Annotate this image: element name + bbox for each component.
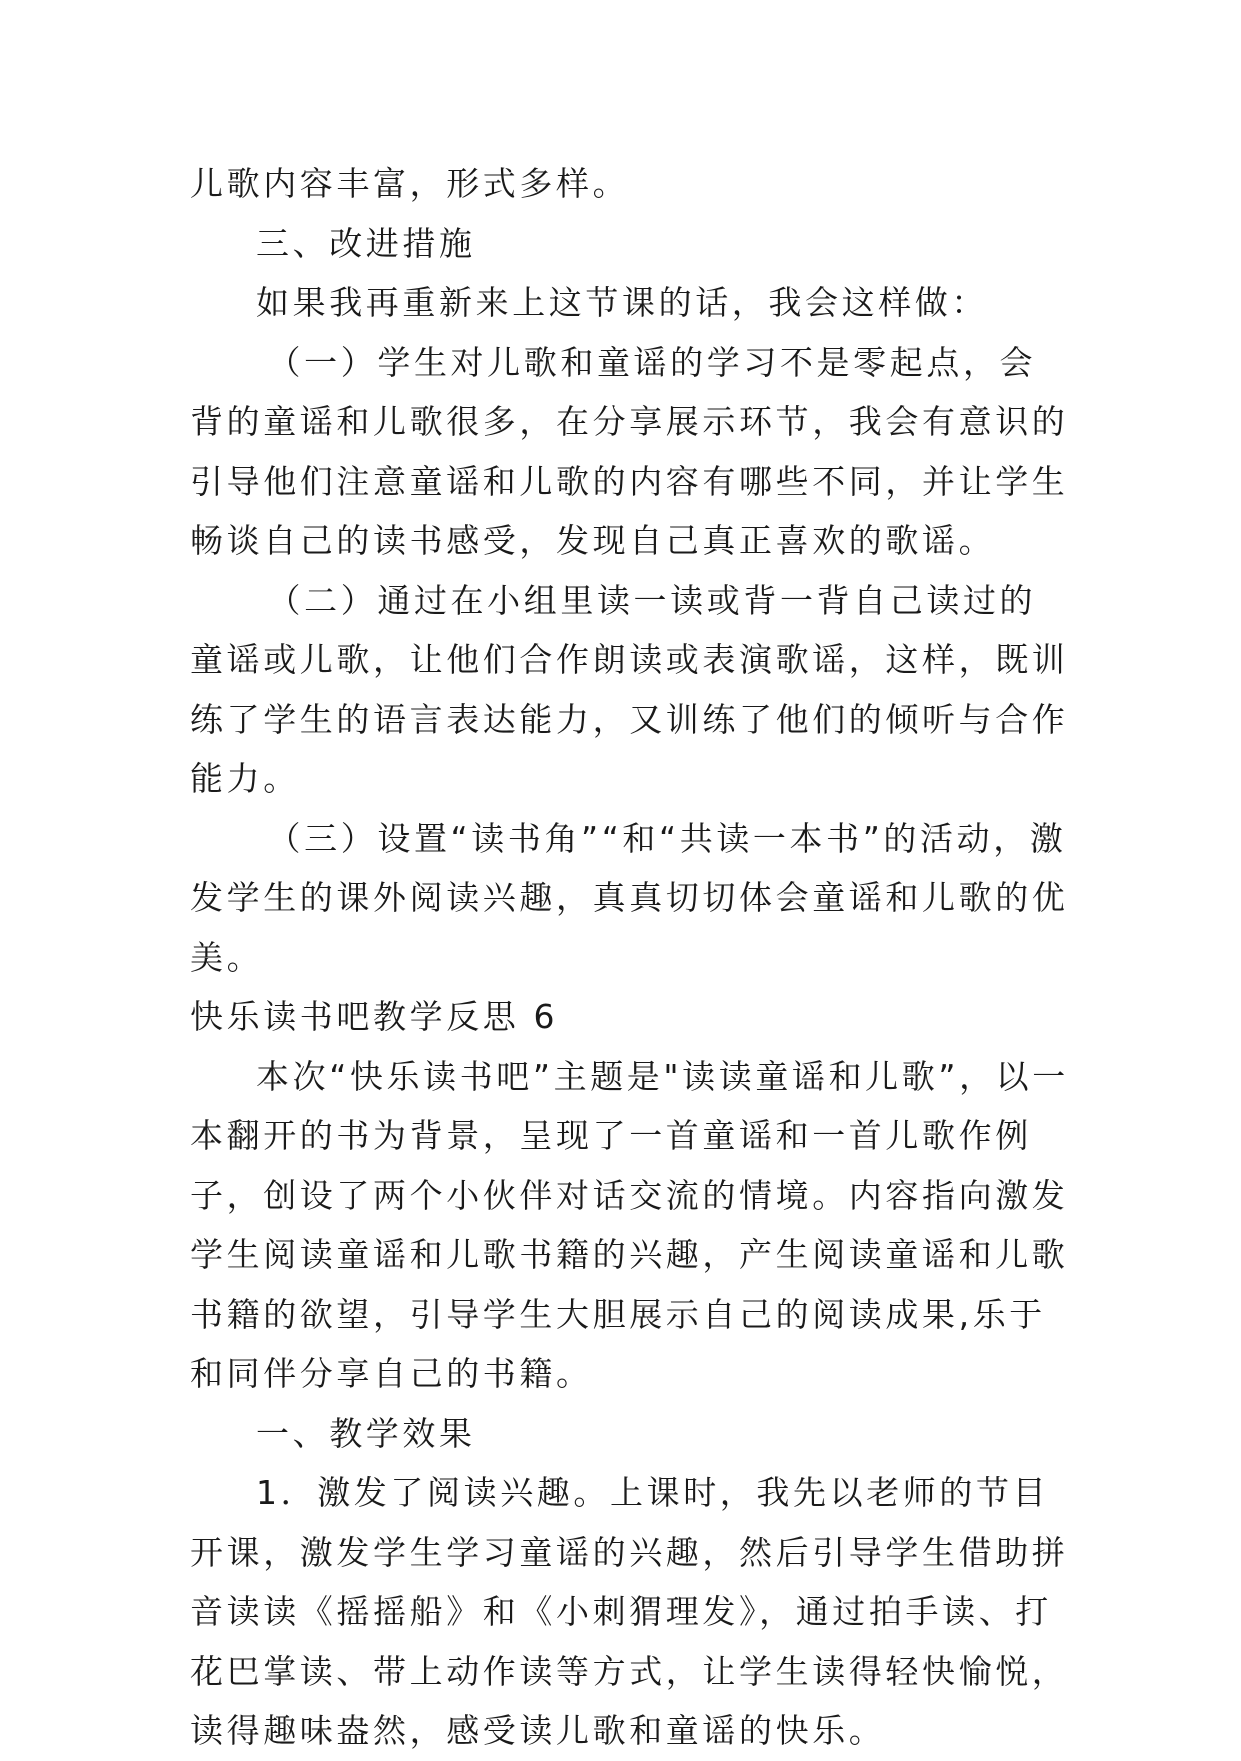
paragraph-continuation: 儿歌内容丰富，形式多样。 xyxy=(190,164,630,203)
paragraph-measure-2: （二）通过在小组里读一读或背一背自己读过的童谣或儿歌，让他们合作朗读或表演歌谣，这样，既训练了学生的语言表达能力，又训练了他们的倾听与合作能力。 xyxy=(190,580,1069,798)
paragraph-measure-3: （三）设置“读书角”“和“共读一本书”的活动，激发学生的课外阅读兴趣，真真切切体会童谣和儿歌的优美。 xyxy=(190,818,1069,977)
paragraph-overview: 本次“快乐读书吧”主题是"读读童谣和儿歌”，以一本翻开的书为背景，呈现了一首童谣和一首儿歌作例子，创设了两个小伙伴对话交流的情境。内容指向激发学生阅读童谣和儿歌书籍的兴趣，产生阅读童谣和儿歌书籍的欲望，引导学生大胆展示自己的阅读成果,乐于和同伴分享自己的书籍。 xyxy=(190,1056,1069,1393)
section-heading-effects: 一、教学效果 xyxy=(256,1413,476,1453)
section-heading-improvements: 三、改进措施 xyxy=(256,223,476,263)
paragraph-effect-1: 1．激发了阅读兴趣。上课时，我先以老师的节目开课，激发学生学习童谣的兴趣，然后引导学生借助拼音读读《摇摇船》和《小刺猬理发》，通过拍手读、打花巴掌读、带上动作读等方式，让学生读得轻快愉悦，读得趣味盎然，感受读儿歌和童谣的快乐。 xyxy=(190,1473,1069,1750)
paragraph-measure-1: （一）学生对儿歌和童谣的学习不是零起点，会背的童谣和儿歌很多，在分享展示环节，我会有意识的引导他们注意童谣和儿歌的内容有哪些不同，并让学生畅谈自己的读书感受，发现自己真正喜欢的歌谣。 xyxy=(190,342,1069,560)
article-title: 快乐读书吧教学反思 6 xyxy=(190,997,559,1036)
paragraph-intro: 如果我再重新来上这节课的话，我会这样做： xyxy=(256,283,988,322)
document-body xyxy=(190,154,1070,1761)
